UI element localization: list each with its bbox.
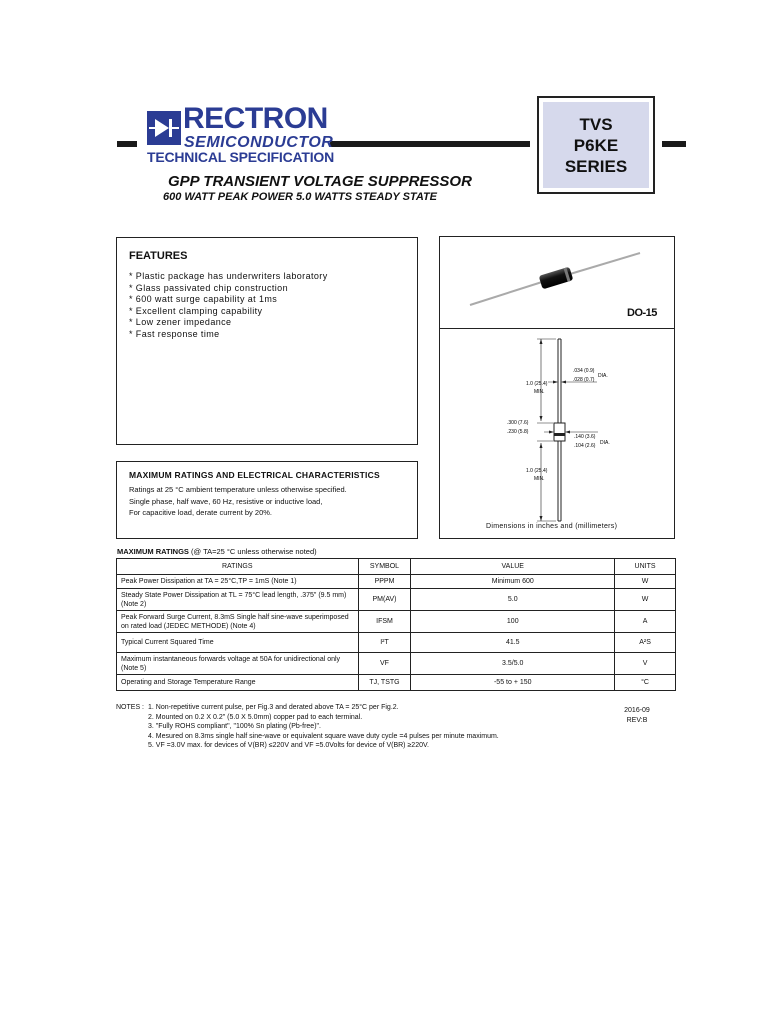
list-item: * Plastic package has underwriters laboratory (129, 271, 328, 281)
rectron-logo-icon (147, 111, 181, 145)
table-row (117, 675, 676, 691)
brand-name: RECTRON (183, 102, 328, 135)
note-item: 2. Mounted on 0.2 X 0.2" (5.0 X 5.0mm) copper pad to each terminal. (148, 713, 363, 721)
table-row (117, 575, 676, 589)
rating-cell: Peak Forward Surge Current, 8.3mS Single half sine-wave superimposed on rated load (JEDEC METHODE) (Note 4) (117, 611, 359, 633)
package-name: DO-15 (627, 307, 657, 319)
list-item: * 600 watt surge capability at 1ms (129, 294, 278, 304)
value-cell: -55 to + 150 (411, 675, 615, 691)
max-ratings-text (129, 484, 347, 519)
note-item: 4. Mesured on 8.3ms single half sine-wave or equivalent square wave duty cycle =4 pulses per minute maximum. (148, 732, 499, 740)
revision-date: 2016-09 (624, 707, 650, 714)
revision-label: REV:B (626, 716, 648, 724)
table-row (117, 589, 676, 611)
value-cell: 100 (411, 611, 615, 633)
dimension-note: Dimensions in inches and (millimeters) (486, 523, 618, 530)
list-item: * Glass passivated chip construction (129, 282, 288, 293)
notes-list (148, 703, 568, 751)
header-rule-right (662, 141, 686, 147)
unit-cell: V (615, 653, 676, 675)
ratings-heading-rest: (@ TA=25 °C unless otherwise noted) (188, 547, 317, 556)
dim-body-len-min: .230 (5.8) (507, 429, 529, 435)
max-ratings-line: For capacitive load, derate current by 20%. (129, 508, 272, 517)
max-ratings-box (116, 461, 418, 539)
note-item: 1. Non-repetitive current pulse, per Fig.3 and derated above TA = 25°C per Fig.2. (148, 704, 399, 711)
revision-block (612, 706, 662, 725)
dim-min-label-2: MIN. (534, 476, 545, 482)
col-header: UNITS (615, 559, 676, 575)
features-title: FEATURES (129, 250, 188, 262)
rating-cell: Typical Current Squared Time (117, 633, 359, 653)
symbol-cell: PPPM (358, 575, 411, 589)
technical-specification-label: TECHNICAL SPECIFICATION (147, 149, 334, 165)
dim-lead-dia-min: .028 (0.7) (573, 377, 595, 383)
dim-lead-dia-max: .034 (0.9) (573, 368, 595, 374)
unit-cell: A²S (615, 633, 676, 653)
symbol-cell: PM(AV) (358, 589, 411, 611)
table-row (117, 611, 676, 633)
features-list (129, 271, 328, 340)
dim-min-label: MIN. (534, 389, 545, 395)
ratings-table-heading (117, 547, 317, 556)
notes-label: NOTES : (116, 704, 145, 711)
max-ratings-line: Ratings at 25 °C ambient temperature unless otherwise specified. (129, 485, 347, 494)
series-line-2: P6KE (573, 135, 619, 155)
unit-cell: W (615, 575, 676, 589)
series-box (537, 96, 655, 194)
table-row (117, 633, 676, 653)
symbol-cell: IFSM (358, 611, 411, 633)
list-item: * Low zener impedance (129, 317, 232, 327)
unit-cell: W (615, 589, 676, 611)
list-item: * Excellent clamping capability (129, 305, 263, 316)
list-item: * Fast response time (129, 328, 220, 339)
package-dimension-drawing (440, 329, 674, 539)
series-line-3: SERIES (564, 156, 628, 176)
unit-cell: °C (615, 675, 676, 691)
header-rule-middle (330, 141, 530, 147)
rating-cell: Peak Power Dissipation at TA = 25°C,TP = 1mS (Note 1) (117, 575, 359, 589)
rating-cell: Steady State Power Dissipation at TL = 75°C lead length, .375" (9.5 mm) (Note 2) (117, 589, 359, 611)
value-cell: Minimum 600 (411, 575, 615, 589)
dim-body-dia-min: .104 (2.6) (574, 443, 596, 449)
package-photo-frame (439, 236, 675, 329)
value-cell: 5.0 (411, 589, 615, 611)
package-box (439, 236, 675, 539)
brand-subtitle: SEMICONDUCTOR (184, 134, 334, 151)
rating-cell: Operating and Storage Temperature Range (117, 675, 359, 691)
table-header-row (117, 559, 676, 575)
table-row (117, 653, 676, 675)
dim-body-len-max: .300 (7.6) (507, 420, 529, 426)
ratings-table (116, 558, 676, 691)
series-line-1: TVS (579, 114, 613, 134)
col-header: SYMBOL (358, 559, 411, 575)
dim-lead-length-2: 1.0 (25.4) (526, 468, 548, 474)
dim-dia-label: DIA. (598, 373, 608, 379)
features-box (116, 237, 418, 445)
header-rule-left (117, 141, 137, 147)
value-cell: 3.5/5.0 (411, 653, 615, 675)
symbol-cell: VF (358, 653, 411, 675)
document-subtitle: 600 WATT PEAK POWER 5.0 WATTS STEADY STATE (163, 191, 438, 203)
dim-lead-length: 1.0 (25.4) (526, 381, 548, 387)
notes-section (116, 703, 596, 753)
symbol-cell: TJ, TSTG (358, 675, 411, 691)
unit-cell: A (615, 611, 676, 633)
rating-cell: Maximum instantaneous forwards voltage at 50A for unidirectional only (Note 5) (117, 653, 359, 675)
col-header: RATINGS (117, 559, 359, 575)
note-item: 5. VF =3.0V max. for devices of V(BR) ≤220V and VF =5.0Volts for device of V(BR) ≥220V. (148, 742, 429, 749)
note-item: 3. "Fully ROHS compliant", "100% Sn plating (Pb-free)". (148, 723, 321, 730)
value-cell: 41.5 (411, 633, 615, 653)
dim-dia-label-2: DIA. (600, 440, 610, 446)
document-title: GPP TRANSIENT VOLTAGE SUPPRESSOR (168, 173, 472, 190)
max-ratings-line: Single phase, half wave, 60 Hz, resistive or inductive load, (129, 496, 323, 506)
ratings-heading-bold: MAXIMUM RATINGS (117, 547, 189, 556)
max-ratings-title: MAXIMUM RATINGS AND ELECTRICAL CHARACTERISTICS (129, 470, 380, 480)
col-header: VALUE (411, 559, 615, 575)
symbol-cell: I²T (358, 633, 411, 653)
dim-body-dia-max: .140 (3.6) (574, 434, 596, 440)
